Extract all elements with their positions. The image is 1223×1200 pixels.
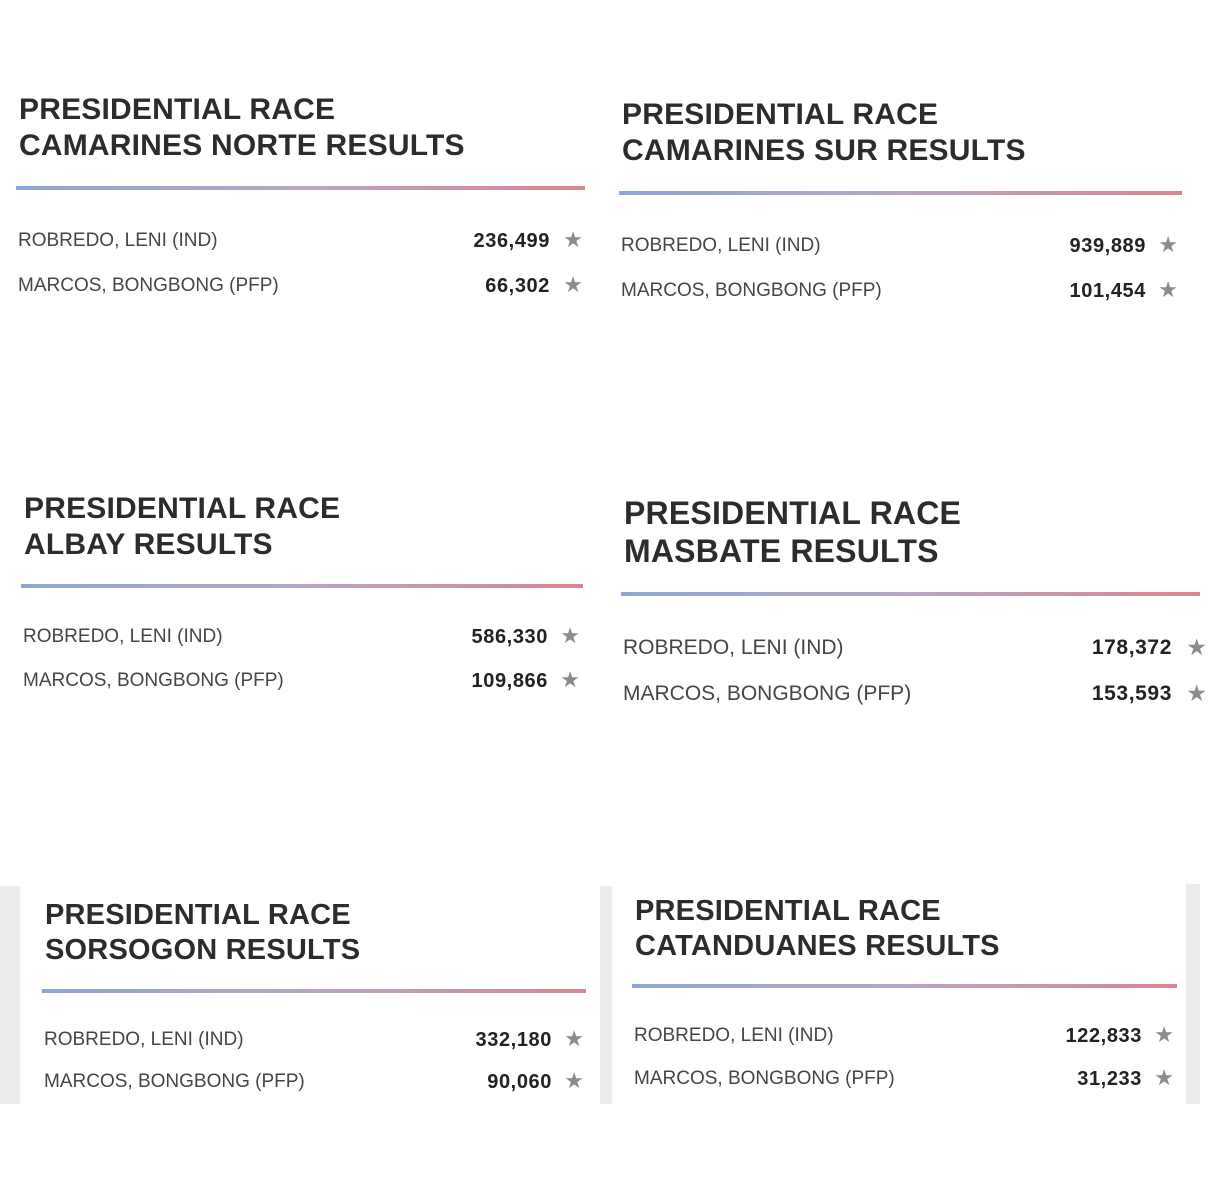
panel-title-line1: PRESIDENTIAL RACE	[24, 492, 341, 525]
star-icon: ★	[1154, 1066, 1174, 1091]
candidate-row-robredo	[23, 622, 583, 652]
vote-count: 122,833	[1065, 1025, 1142, 1047]
candidate-name: MARCOS, BONGBONG (PFP)	[623, 682, 912, 705]
candidate-name: ROBREDO, LENI (IND)	[623, 636, 844, 659]
candidate-name: MARCOS, BONGBONG (PFP)	[44, 1071, 305, 1092]
panel-title-line1: PRESIDENTIAL RACE	[19, 93, 336, 126]
panel-title-line1: PRESIDENTIAL RACE	[635, 895, 941, 927]
candidate-name: ROBREDO, LENI (IND)	[23, 626, 223, 647]
vote-count: 31,233	[1077, 1068, 1142, 1090]
panel-title	[24, 491, 340, 563]
star-icon: ★	[564, 1027, 584, 1052]
gradient-divider	[21, 584, 583, 588]
panel-title-line2: CATANDUANES RESULTS	[635, 929, 1000, 962]
candidate-name: MARCOS, BONGBONG (PFP)	[18, 275, 279, 296]
panel-title	[624, 494, 961, 571]
results-panel-sorsogon	[42, 898, 587, 1104]
star-icon: ★	[560, 668, 580, 693]
panel-title	[19, 92, 465, 164]
candidate-row-robredo	[18, 226, 585, 256]
gradient-divider	[632, 984, 1177, 988]
vote-count: 101,454	[1069, 280, 1146, 302]
star-icon: ★	[1186, 635, 1207, 661]
gradient-divider	[621, 592, 1200, 596]
gradient-divider	[16, 186, 585, 190]
panel-title	[45, 898, 360, 968]
star-icon: ★	[1186, 681, 1207, 707]
vote-count: 586,330	[471, 626, 548, 648]
grey-edge-left	[0, 886, 20, 1104]
candidate-row-robredo	[623, 633, 1223, 663]
panel-title-line2: CAMARINES SUR RESULTS	[622, 134, 1026, 167]
panel-title-line2: ALBAY RESULTS	[24, 528, 273, 561]
candidate-name: MARCOS, BONGBONG (PFP)	[634, 1068, 895, 1089]
results-panel-albay	[21, 491, 584, 711]
star-icon: ★	[1158, 233, 1178, 258]
star-icon: ★	[1158, 278, 1178, 303]
panel-title	[622, 97, 1026, 169]
panel-title-line1: PRESIDENTIAL RACE	[45, 899, 351, 931]
candidate-row-marcos	[23, 666, 583, 696]
panel-title-line2: CAMARINES NORTE RESULTS	[19, 129, 465, 162]
star-icon: ★	[1154, 1023, 1174, 1048]
vote-count: 66,302	[485, 275, 550, 297]
vote-count: 109,866	[471, 670, 548, 692]
vote-count: 939,889	[1069, 235, 1146, 257]
candidate-name: ROBREDO, LENI (IND)	[18, 230, 218, 251]
candidate-name: ROBREDO, LENI (IND)	[44, 1029, 244, 1050]
star-icon: ★	[563, 273, 583, 298]
candidate-row-marcos	[18, 271, 585, 301]
candidate-row-marcos	[634, 1064, 1177, 1094]
vote-count: 236,499	[473, 230, 550, 252]
vote-count: 332,180	[475, 1029, 552, 1051]
star-icon: ★	[560, 624, 580, 649]
vote-count: 90,060	[487, 1071, 552, 1093]
results-panel-masbate	[621, 494, 1207, 724]
gradient-divider	[619, 191, 1182, 195]
panel-title-line2: MASBATE RESULTS	[624, 533, 939, 570]
candidate-row-robredo	[621, 231, 1184, 261]
panel-title-line2: SORSOGON RESULTS	[45, 933, 361, 966]
candidate-row-marcos	[621, 276, 1184, 306]
results-panel-camarines-norte	[16, 92, 586, 312]
candidate-row-robredo	[44, 1025, 586, 1055]
panel-title	[635, 894, 1000, 964]
panel-title-line1: PRESIDENTIAL RACE	[622, 98, 939, 131]
gradient-divider	[42, 989, 586, 993]
results-panel-camarines-sur	[619, 97, 1183, 317]
results-panel-catanduanes	[632, 894, 1178, 1104]
candidate-name: ROBREDO, LENI (IND)	[621, 235, 821, 256]
star-icon: ★	[563, 228, 583, 253]
vote-count: 178,372	[1091, 636, 1172, 659]
candidate-row-marcos	[44, 1067, 586, 1097]
grey-edge-middle	[600, 886, 612, 1104]
panel-title-line1: PRESIDENTIAL RACE	[624, 495, 962, 531]
vote-count: 153,593	[1091, 682, 1172, 705]
candidate-name: MARCOS, BONGBONG (PFP)	[621, 280, 882, 301]
candidate-name: MARCOS, BONGBONG (PFP)	[23, 670, 284, 691]
grey-edge-right	[1186, 884, 1200, 1104]
candidate-row-marcos	[623, 679, 1223, 709]
candidate-row-robredo	[634, 1021, 1177, 1051]
star-icon: ★	[564, 1069, 584, 1094]
candidate-name: ROBREDO, LENI (IND)	[634, 1025, 834, 1046]
